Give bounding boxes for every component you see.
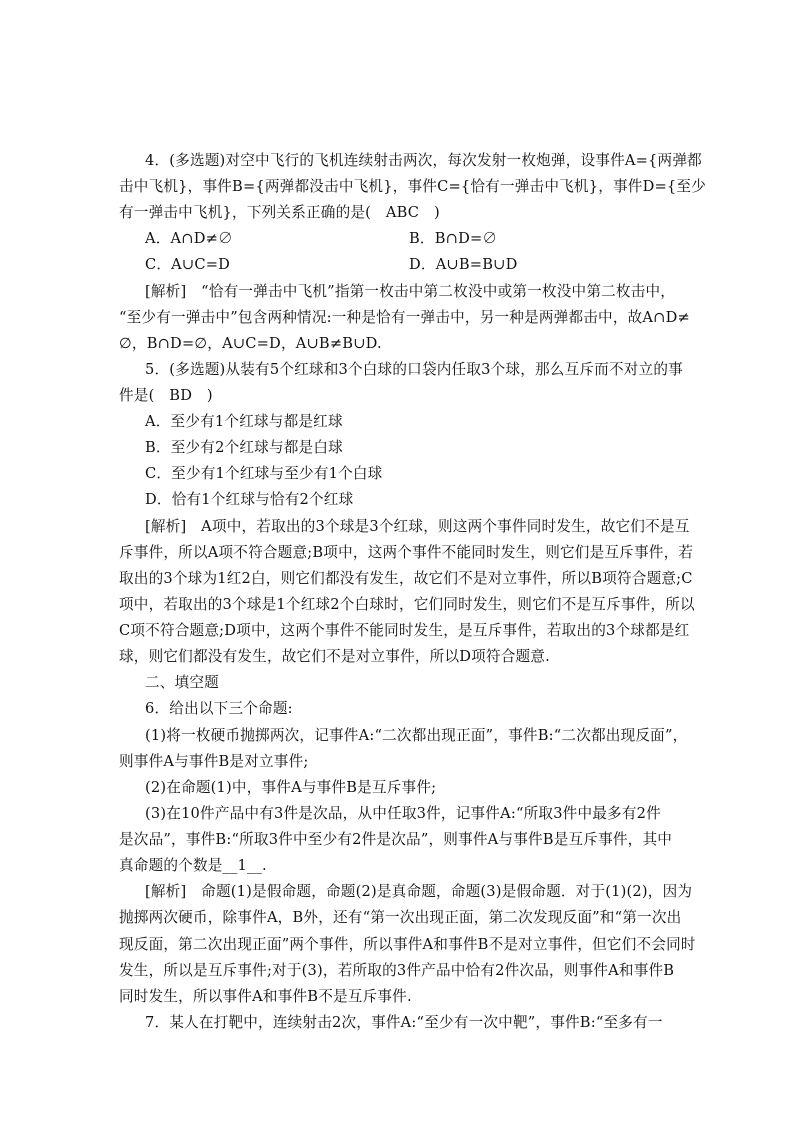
q5-solution-line-6: 球，则它们都没有发生，故它们不是对立事件，所以D项符合题意. xyxy=(119,648,550,665)
q6-stem-line-1: 6．给出以下三个命题: xyxy=(145,700,293,717)
q5-stem-line-2: 件是( BD ) xyxy=(119,387,213,404)
q4-stem-line-1: 4．(多选题)对空中飞行的飞机连续射击两次，每次发射一枚炮弹，设事件A={两弹都 xyxy=(145,152,702,169)
q7-stem-line-1: 7．某人在打靶中，连续射击2次，事件A:“至少有一次中靶”，事件B:“至多有一 xyxy=(145,1014,663,1031)
section-heading: 二、填空题 xyxy=(145,674,219,691)
q6-solution-line-3: 现反面，第二次出现正面”两个事件，所以事件A和事件B不是对立事件，但它们不会同时 xyxy=(119,936,696,953)
q6-solution-line-1: [解析] 命题(1)是假命题，命题(2)是真命题，命题(3)是假命题．对于(1)(2)，因为 xyxy=(145,883,693,900)
q4-option-d: D．A∪B=B∪D xyxy=(409,256,518,273)
q4-solution-line-3: ∅，B∩D=∅，A∪C=D，A∪B≠B∪D. xyxy=(119,335,382,352)
q5-option-a: A．至少有1个红球与都是红球 xyxy=(145,413,343,430)
q5-solution-line-4: 项中，若取出的3个球是1个红球2个白球时，它们同时发生，则它们不是互斥事件，所以 xyxy=(119,596,695,613)
q6-stem-line-5: (3)在10件产品中有3件是次品，从中任取3件，记事件A:“所取3件中最多有2件 xyxy=(145,805,661,822)
q6-stem-line-3: 则事件A与事件B是对立事件; xyxy=(119,753,309,770)
q6-stem-line-4: (2)在命题(1)中，事件A与事件B是互斥事件; xyxy=(145,779,437,796)
q6-stem-line-7: 真命题的个数是__1__. xyxy=(119,857,267,874)
q4-stem-line-3: 有一弹击中飞机}，下列关系正确的是( ABC ) xyxy=(119,204,440,221)
q5-solution-line-2: 斥事件，所以A项不符合题意;B项中，这两个事件不能同时发生，则它们是互斥事件，若 xyxy=(119,544,694,561)
q6-stem-line-6: 是次品”，事件B:“所取3件中至少有2件是次品”，则事件A与事件B是互斥事件，其中 xyxy=(119,831,673,848)
q4-stem-line-2: 击中飞机}，事件B={两弹都没击中飞机}，事件C={恰有一弹击中飞机}，事件D={至少 xyxy=(119,178,706,195)
q5-option-c: C．至少有1个红球与至少有1个白球 xyxy=(145,465,383,482)
q6-solution-line-2: 抛掷两次硬币，除事件A，B外，还有“第一次出现正面，第二次发现反面”和“第一次出 xyxy=(119,909,682,926)
q4-option-c: C．A∪C=D xyxy=(145,256,231,273)
q6-solution-line-4: 发生，所以是互斥事件;对于(3)，若所取的3件产品中恰有2件次品，则事件A和事件B xyxy=(119,962,675,979)
q4-solution-line-1: [解析] “恰有一弹击中飞机”指第一枚击中第二枚没中或第一枚没中第二枚击中， xyxy=(145,283,676,300)
q6-stem-line-2: (1)将一枚硬币抛掷两次，记事件A:“二次都出现正面”，事件B:“二次都出现反面”， xyxy=(145,727,688,744)
q5-option-d: D．恰有1个红球与恰有2个红球 xyxy=(145,491,354,508)
q6-solution-line-5: 同时发生，所以事件A和事件B不是互斥事件. xyxy=(119,988,412,1005)
q4-solution-line-2: “至少有一弹击中”包含两种情况:一种是恰有一弹击中，另一种是两弹都击中，故A∩D≠ xyxy=(119,309,690,326)
q5-solution-line-5: C项不符合题意;D项中，这两个事件不能同时发生，是互斥事件，若取出的3个球都是红 xyxy=(119,622,690,639)
q4-option-a: A．A∩D≠∅ xyxy=(145,230,233,247)
q4-option-b: B．B∩D=∅ xyxy=(409,230,498,247)
q5-solution-line-1: [解析] A项中，若取出的3个球是3个红球，则这两个事件同时发生，故它们不是互 xyxy=(145,518,690,535)
q5-option-b: B．至少有2个红球与都是白球 xyxy=(145,439,343,456)
q5-solution-line-3: 取出的3个球为1红2白，则它们都没有发生，故它们不是对立事件，所以B项符合题意;C xyxy=(119,570,693,587)
q5-stem-line-1: 5．(多选题)从装有5个红球和3个白球的口袋内任取3个球，那么互斥而不对立的事 xyxy=(145,361,683,378)
